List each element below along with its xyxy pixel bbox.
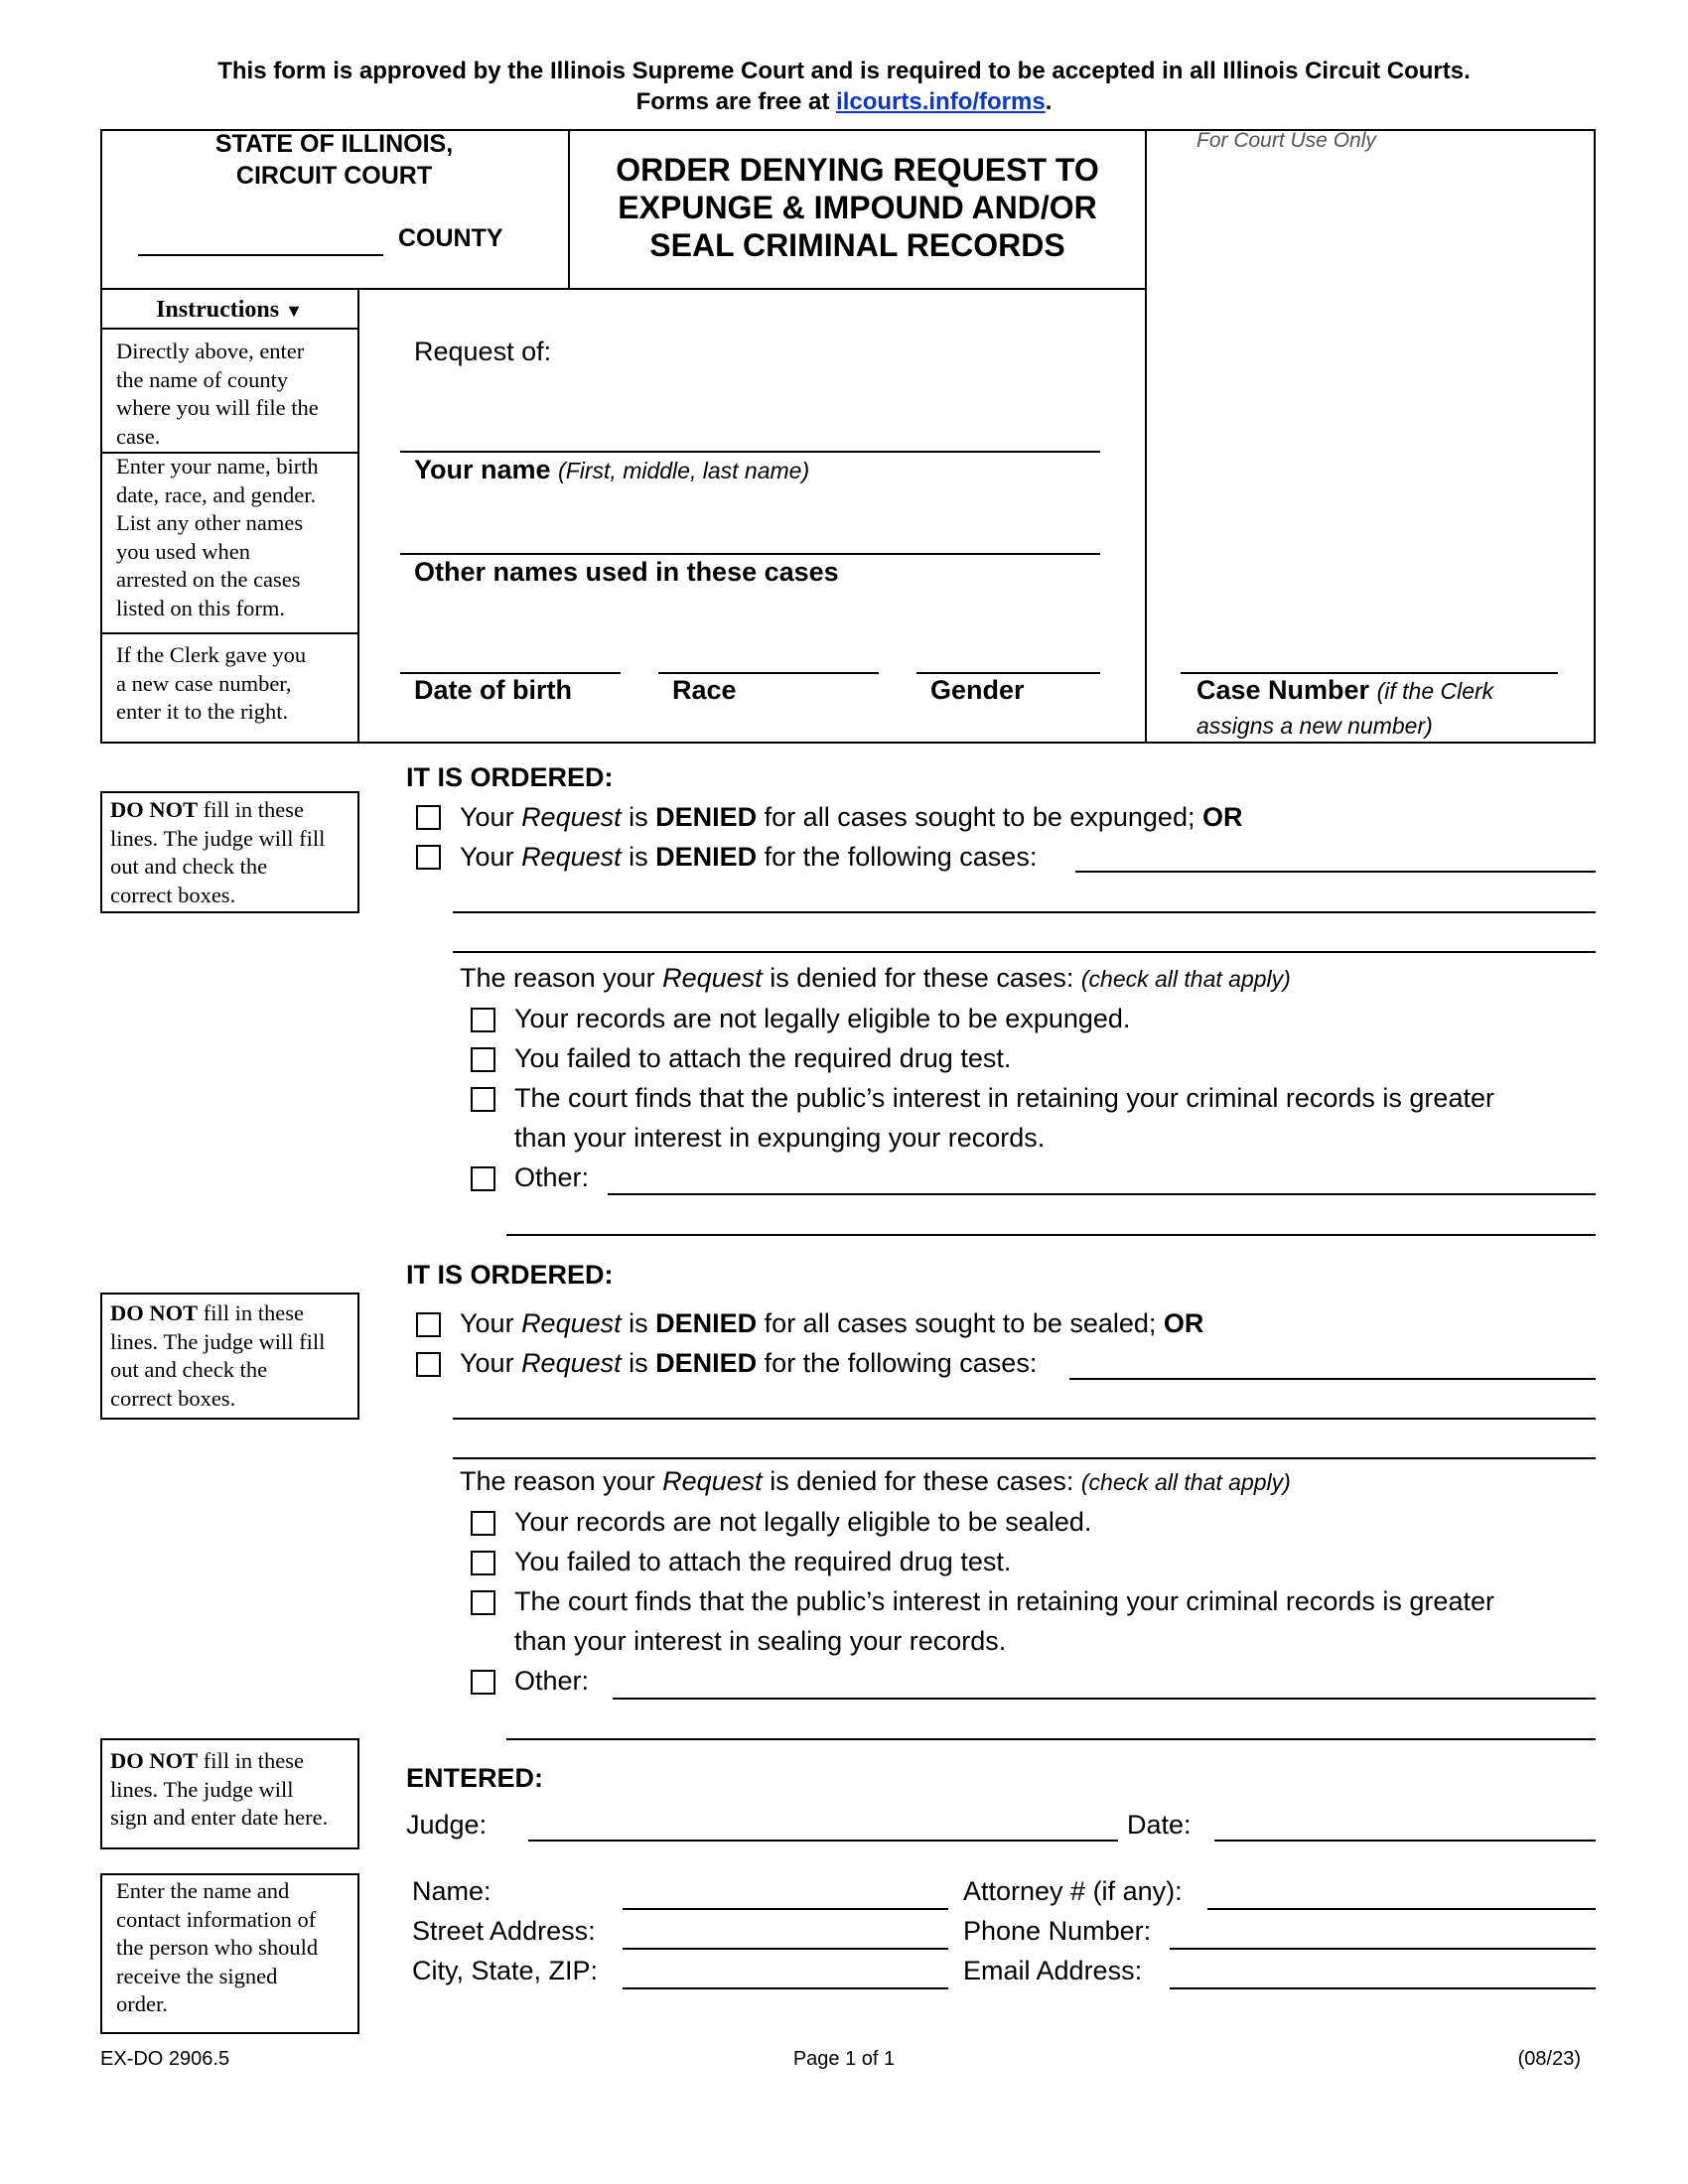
instructions-county-line-1: Directly above, enter: [116, 339, 305, 363]
forms-free-suffix: .: [1045, 88, 1053, 115]
expunge-other-line-2[interactable]: [506, 1234, 1596, 1236]
instructions-case-line-3: enter it to the right.: [116, 699, 289, 724]
instructions-county-line-3: where you will file the: [116, 395, 319, 420]
expunge-reason-ineligible-checkbox[interactable]: [471, 1008, 495, 1032]
seal-reason-public-interest-label-1: The court finds that the public’s interest in retaining your criminal records is greater: [514, 1586, 1494, 1616]
expunge-deny-all-a: Your: [460, 802, 522, 832]
instructions-county: [116, 338, 354, 451]
judge-note-seal-line-4: correct boxes.: [110, 1385, 236, 1411]
your-name-text: Your name: [414, 455, 551, 484]
instructions-name-line-4: you used when: [116, 538, 250, 564]
expunge-cases-line-3[interactable]: [453, 951, 1596, 953]
entered-heading: ENTERED:: [406, 1763, 544, 1793]
expunge-deny-all-d: DENIED: [655, 802, 758, 832]
expunge-reason-c: is denied for these cases:: [762, 963, 1081, 993]
judge-note-expunge-line-4: correct boxes.: [110, 882, 236, 907]
seal-other-line-2[interactable]: [506, 1738, 1596, 1740]
divider-instr-2: [100, 632, 358, 634]
seal-reason-public-interest-label-2: than your interest in sealing your records.: [514, 1626, 1007, 1656]
expunge-reason-drug-test-label: You failed to attach the required drug test.: [514, 1043, 1012, 1073]
expunge-other-line-1[interactable]: [608, 1193, 1596, 1195]
seal-reason-b: Request: [662, 1466, 763, 1496]
instructions-name-line-1: Enter your name, birth: [116, 454, 319, 478]
seal-reason-other-label: Other:: [514, 1666, 590, 1696]
contact-note-line-1: Enter the name and: [116, 1878, 290, 1903]
contact-name-line[interactable]: [623, 1908, 948, 1910]
contact-note-line-3: the person who should: [116, 1935, 319, 1960]
judge-note-expunge: [100, 791, 359, 913]
seal-deny-all-c: is: [621, 1308, 656, 1338]
case-number-line[interactable]: [1181, 672, 1558, 674]
dob-label: Date of birth: [414, 675, 572, 705]
case-number-hint-1: (if the Clerk: [1376, 678, 1494, 704]
divider-instructions: [357, 288, 359, 744]
form-title-line-2: EXPUNGE & IMPOUND AND/OR: [618, 190, 1097, 225]
instructions-county-line-4: case.: [116, 423, 161, 449]
expunge-cases-line-1[interactable]: [1075, 871, 1596, 873]
race-line[interactable]: [658, 672, 879, 674]
footer-version: (08/23): [1517, 2048, 1581, 2070]
expunge-deny-all-checkbox[interactable]: [416, 805, 441, 830]
date-label: Date:: [1127, 1810, 1192, 1840]
seal-deny-all-e: for all cases sought to be sealed;: [757, 1308, 1164, 1338]
seal-deny-all-label: [460, 1308, 1203, 1339]
approval-notice: This form is approved by the Illinois Supreme Court and is required to be accepted in all Illinois Circuit Courts.: [217, 58, 1471, 84]
divider-court-use: [1145, 129, 1147, 744]
seal-other-line-1[interactable]: [613, 1698, 1596, 1700]
instructions-name-line-3: List any other names: [116, 510, 304, 535]
case-number-hint-2: assigns a new number): [1196, 713, 1433, 739]
instructions-heading-text: Instructions: [156, 297, 280, 323]
seal-cases-line-2[interactable]: [453, 1418, 1596, 1420]
judge-signature-line[interactable]: [528, 1840, 1118, 1842]
judge-note-sign-line-3: sign and enter date here.: [110, 1805, 329, 1830]
contact-street-label: Street Address:: [412, 1916, 596, 1946]
seal-deny-all-d: DENIED: [655, 1308, 758, 1338]
judge-note-expunge-rest: fill in these: [198, 797, 304, 822]
instructions-heading: [100, 297, 358, 324]
seal-deny-all-f: OR: [1163, 1308, 1204, 1338]
judge-note-seal-line-1: [110, 1299, 357, 1328]
footer-page-number: Page 1 of 1: [792, 2048, 896, 2070]
judge-note-sign-rest: fill in these: [198, 1748, 304, 1773]
state-label: STATE OF ILLINOIS,: [214, 130, 454, 158]
judge-note-seal-line-3: out and check the: [110, 1357, 268, 1382]
seal-deny-following-checkbox[interactable]: [416, 1352, 441, 1377]
expunge-deny-following-a: Your: [460, 842, 522, 872]
seal-reason-c: is denied for these cases:: [762, 1466, 1081, 1496]
contact-phone-label: Phone Number:: [963, 1916, 1152, 1946]
seal-deny-following-d: DENIED: [655, 1348, 758, 1378]
instructions-case-line-1: If the Clerk gave you: [116, 642, 307, 667]
contact-city-line[interactable]: [623, 1987, 948, 1989]
case-number-text: Case Number: [1196, 675, 1370, 705]
seal-reason-d: (check all that apply): [1080, 1469, 1291, 1495]
judge-note-seal-line-2: lines. The judge will fill: [110, 1328, 326, 1354]
dob-line[interactable]: [400, 672, 621, 674]
your-name-label: [414, 455, 809, 485]
contact-name-label: Name:: [412, 1876, 492, 1906]
request-of-label: Request of:: [414, 337, 552, 366]
county-input-line[interactable]: [138, 254, 383, 256]
expunge-deny-following-b: Request: [521, 842, 622, 872]
seal-ordered-heading: IT IS ORDERED:: [406, 1260, 614, 1290]
form-title-line-1: ORDER DENYING REQUEST TO: [616, 152, 1099, 188]
seal-reason-public-interest-checkbox[interactable]: [471, 1590, 495, 1615]
seal-deny-following-c: is: [621, 1348, 656, 1378]
seal-reason-drug-test-checkbox[interactable]: [471, 1551, 495, 1575]
contact-attorney-line[interactable]: [1207, 1908, 1596, 1910]
contact-note-line-5: order.: [116, 1991, 168, 2016]
instructions-name: [116, 453, 354, 622]
judge-note-seal-bold: DO NOT: [110, 1300, 199, 1325]
expunge-reason-drug-test-checkbox[interactable]: [471, 1047, 495, 1072]
judge-note-expunge-line-2: lines. The judge will fill: [110, 825, 326, 851]
judge-note-sign-line-1: [110, 1747, 357, 1776]
seal-reason-other-checkbox[interactable]: [471, 1670, 495, 1695]
judge-note-sign-line-2: lines. The judge will: [110, 1776, 294, 1802]
expunge-deny-all-label: [460, 802, 1242, 833]
your-name-line[interactable]: [400, 451, 1100, 453]
expunge-reason-a: The reason your: [460, 963, 663, 993]
judge-note-expunge-line-1: [110, 796, 357, 825]
instructions-county-line-2: the name of county: [116, 366, 289, 392]
seal-reason-intro: [460, 1466, 1291, 1497]
judge-note-sign: [100, 1738, 359, 1849]
judge-note-sign-bold: DO NOT: [110, 1748, 199, 1773]
chevron-down-icon: ▼: [285, 301, 303, 321]
instructions-case-number: [116, 641, 354, 727]
seal-reason-drug-test-label: You failed to attach the required drug test.: [514, 1547, 1012, 1576]
expunge-deny-all-c: is: [621, 802, 656, 832]
contact-street-line[interactable]: [623, 1948, 948, 1950]
seal-deny-all-b: Request: [521, 1308, 622, 1338]
expunge-deny-following-checkbox[interactable]: [416, 845, 441, 870]
form-title: [570, 151, 1145, 264]
divider-title-bottom: [100, 288, 1146, 290]
seal-deny-all-checkbox[interactable]: [416, 1312, 441, 1337]
contact-attorney-label: Attorney # (if any):: [963, 1876, 1183, 1906]
expunge-deny-all-e: for all cases sought to be expunged;: [757, 802, 1202, 832]
expunge-reason-d: (check all that apply): [1080, 966, 1291, 992]
expunge-reason-other-label: Other:: [514, 1162, 590, 1192]
expunge-ordered-heading: IT IS ORDERED:: [406, 762, 614, 792]
contact-phone-line[interactable]: [1170, 1948, 1596, 1950]
seal-reason-a: The reason your: [460, 1466, 663, 1496]
footer-form-id: EX-DO 2906.5: [100, 2048, 230, 2070]
expunge-reason-public-interest-label-1: The court finds that the public’s interest in retaining your criminal records is greater: [514, 1083, 1494, 1113]
seal-deny-all-a: Your: [460, 1308, 522, 1338]
county-label: COUNTY: [398, 224, 503, 252]
seal-cases-line-3[interactable]: [453, 1457, 1596, 1459]
judge-note-expunge-bold: DO NOT: [110, 797, 199, 822]
judge-note-seal-rest: fill in these: [198, 1300, 304, 1325]
contact-note-line-4: receive the signed: [116, 1963, 278, 1988]
form-title-line-3: SEAL CRIMINAL RECORDS: [649, 227, 1065, 263]
forms-free-prefix: Forms are free at: [635, 88, 837, 115]
contact-note: [100, 1873, 359, 2034]
seal-deny-following-a: Your: [460, 1348, 522, 1378]
your-name-hint: (First, middle, last name): [558, 458, 810, 483]
judge-label: Judge:: [406, 1810, 488, 1840]
instructions-name-line-6: listed on this form.: [116, 595, 285, 620]
seal-cases-line-1[interactable]: [1069, 1378, 1596, 1380]
gender-label: Gender: [930, 675, 1025, 705]
gender-line[interactable]: [916, 672, 1100, 674]
instructions-name-line-5: arrested on the cases: [116, 567, 301, 592]
other-names-label: Other names used in these cases: [414, 557, 839, 587]
court-use-label: For Court Use Only: [1196, 129, 1376, 152]
judge-note-seal: [100, 1293, 359, 1420]
expunge-deny-following-d: DENIED: [655, 842, 758, 872]
expunge-deny-all-f: OR: [1201, 802, 1243, 832]
forms-free-notice: [0, 88, 1688, 116]
expunge-deny-following-c: is: [621, 842, 656, 872]
seal-deny-following-e: for the following cases:: [757, 1348, 1038, 1378]
seal-deny-following-label: [460, 1348, 1037, 1379]
expunge-deny-following-label: [460, 842, 1037, 873]
seal-reason-ineligible-label: Your records are not legally eligible to be sealed.: [514, 1507, 1092, 1537]
expunge-reason-intro: [460, 963, 1291, 994]
expunge-reason-public-interest-label-2: than your interest in expunging your records.: [514, 1123, 1046, 1153]
contact-note-line-2: contact information of: [116, 1906, 317, 1932]
expunge-reason-public-interest-checkbox[interactable]: [471, 1087, 495, 1112]
expunge-deny-following-e: for the following cases:: [757, 842, 1038, 872]
expunge-reason-b: Request: [662, 963, 763, 993]
contact-city-label: City, State, ZIP:: [412, 1956, 599, 1985]
seal-reason-ineligible-checkbox[interactable]: [471, 1511, 495, 1536]
expunge-deny-all-b: Request: [521, 802, 622, 832]
judge-note-expunge-line-3: out and check the: [110, 854, 268, 879]
race-label: Race: [672, 675, 737, 705]
contact-email-line[interactable]: [1170, 1987, 1596, 1989]
expunge-reason-other-checkbox[interactable]: [471, 1166, 495, 1191]
expunge-reason-ineligible-label: Your records are not legally eligible to be expunged.: [514, 1004, 1131, 1033]
case-number-label: [1196, 675, 1493, 706]
divider-instr-heading: [100, 328, 358, 330]
seal-deny-following-b: Request: [521, 1348, 622, 1378]
date-line[interactable]: [1214, 1840, 1596, 1842]
contact-email-label: Email Address:: [963, 1956, 1143, 1985]
other-names-line[interactable]: [400, 553, 1100, 555]
instructions-name-line-2: date, race, and gender.: [116, 481, 317, 507]
instructions-case-line-2: a new case number,: [116, 670, 292, 696]
forms-link[interactable]: ilcourts.info/forms: [836, 88, 1046, 115]
circuit-label: CIRCUIT COURT: [235, 162, 433, 190]
expunge-cases-line-2[interactable]: [453, 911, 1596, 913]
